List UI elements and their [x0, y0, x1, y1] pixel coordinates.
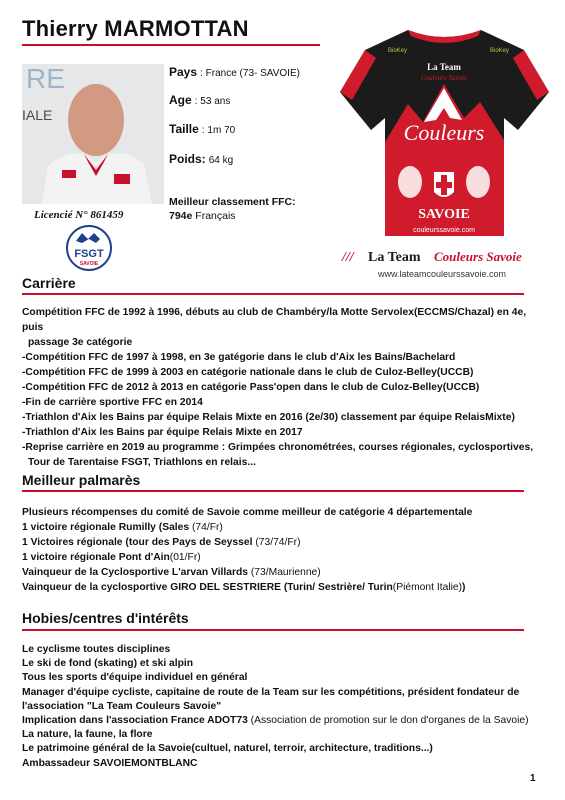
hobby-line: Ambassadeur SAVOIEMONTBLANC — [22, 757, 198, 769]
career-line: passage 3e catégorie — [28, 337, 133, 348]
country-row — [169, 65, 300, 79]
ranking-row — [169, 210, 236, 222]
fsgt-sub: SAVOIE — [79, 261, 99, 267]
ranking-label: Meilleur classement FFC: — [169, 196, 296, 208]
career-line: -Fin de carrière sportive FFC en 2014 — [22, 397, 203, 408]
team-jersey — [338, 22, 551, 244]
career-line: -Compétition FFC de 1999 à 2003 en catégorie nationale dans le club de Culoz-Belley(UCCB) — [22, 367, 474, 378]
team-website: www.lateamcouleurssavoie.com — [378, 269, 507, 279]
palmares-line: Vainqueur de la cyclosportive GIRO DEL SESTRIERE (Turin/ Sestrière/ Turin(Piémont Italie)) — [22, 582, 466, 593]
section-title-palmares: Meilleur palmarès — [22, 472, 141, 488]
career-line: -Compétition FFC de 2012 à 2013 en catégorie Pass'open dans le club de Culoz-Belley(UCCB) — [22, 382, 480, 393]
team-logo-a: La Team — [368, 250, 421, 264]
ranking-suffix: Français — [195, 210, 236, 222]
palmares-line: Vainqueur de la Cyclosportive L'arvan Villards (73/Maurienne) — [22, 567, 321, 578]
weight-row — [169, 152, 233, 166]
country-value: : France (73- SAVOIE) — [200, 68, 300, 79]
jersey-team-sub: Couleurs Savoie — [420, 74, 468, 82]
height-value: : 1m 70 — [201, 125, 236, 136]
palmares-line: 1 Victoires régionale (tour des Pays de Seyssel (73/74/Fr) — [22, 537, 301, 548]
hobbies-list — [22, 643, 538, 771]
section-rule-palmares — [22, 490, 524, 492]
team-logo-slashes: /// — [342, 250, 354, 264]
age-value: : 53 ans — [194, 96, 231, 107]
hobby-line: La nature, la faune, la flore — [22, 729, 153, 741]
career-line: Tour de Tarentaise FSGT, Triathlons en relais... — [28, 457, 256, 468]
age-label: Age — [169, 93, 192, 107]
height-row — [169, 122, 235, 136]
ranking-value: 794e — [169, 210, 193, 222]
hobby-line: Le cyclisme toutes disciplines — [22, 644, 171, 655]
jersey-sponsor-right: BioKey — [490, 48, 510, 54]
palmares-list — [22, 505, 538, 595]
team-logo — [338, 248, 551, 264]
person-name: Thierry MARMOTTAN — [22, 16, 249, 41]
hobby-line: l'association "La Team Couleurs Savoie" — [22, 700, 222, 712]
section-rule-hobbies — [22, 629, 524, 631]
career-line: -Triathlon d'Aix les Bains par équipe Relais Mixte en 2017 — [22, 427, 303, 438]
hobby-line: Implication dans l'association France ADOT73 (Association de promotion sur le don d'organes de la Savoie) — [22, 715, 529, 727]
palmares-line: Plusieurs récompenses du comité de Savoie comme meilleur de catégorie 4 départementale — [22, 507, 473, 518]
age-row — [169, 93, 230, 107]
palmares-line: 1 victoire régionale Rumilly (Sales (74/Fr) — [22, 522, 223, 533]
weight-value: 64 kg — [208, 155, 234, 166]
jersey-team-text: La Team — [427, 62, 461, 72]
career-list — [22, 305, 538, 470]
name-underline — [22, 44, 320, 46]
section-title-career: Carrière — [22, 275, 76, 291]
jersey-url: couleurssavoie.com — [413, 227, 475, 234]
hobby-line: Le ski de fond (skating) et ski alpin — [22, 658, 194, 670]
team-logo-b: Couleurs Savoie — [434, 249, 522, 264]
career-line: Compétition FFC de 1992 à 1996, débuts au club de Chambéry/la Motte Servolex(ECCMS/Chazal) en 4e, puis — [22, 307, 527, 333]
svg-text:IALE: IALE — [22, 107, 53, 123]
section-title-hobbies: Hobies/centres d'intérêts — [22, 610, 189, 626]
height-label: Taille — [169, 122, 199, 136]
fsgt-logo — [66, 225, 112, 271]
weight-label: Poids: — [169, 152, 206, 166]
profile-photo — [22, 64, 164, 204]
jersey-sponsor-left: BioKey — [388, 48, 408, 54]
fsgt-text: FSGT — [74, 248, 104, 260]
career-line: -Compétition FFC de 1997 à 1998, en 3e gatégorie dans le club d'Aix les Bains/Bachelard — [22, 352, 456, 363]
jersey-main-text: Couleurs — [403, 120, 485, 145]
hobby-line: Manager d'équipe cycliste, capitaine de route de la Team sur les compétitions, président fondateur de — [22, 686, 520, 698]
hobby-line: Le patrimoine général de la Savoie(cultuel, naturel, terroir, architecture, traditions...) — [22, 743, 433, 755]
page-number: 1 — [530, 773, 536, 784]
country-label: Pays — [169, 65, 198, 79]
career-line: -Reprise carrière en 2019 au programme : Grimpées chronométrées, courses régionales, cyclosportives, — [22, 442, 534, 453]
svg-text:RE: RE — [26, 64, 65, 94]
licence-number: Licencié N° 861459 — [34, 209, 124, 221]
palmares-line: 1 victoire régionale Pont d'Ain(01/Fr) — [22, 552, 201, 563]
career-line: -Triathlon d'Aix les Bains par équipe Relais Mixte en 2016 (2e/30) classement par équipe RelaisMixte) — [22, 412, 515, 423]
jersey-savoie-text: SAVOIE — [418, 207, 470, 222]
section-rule-career — [22, 293, 524, 295]
hobby-line: Tous les sports d'équipe individuel en général — [22, 672, 248, 684]
